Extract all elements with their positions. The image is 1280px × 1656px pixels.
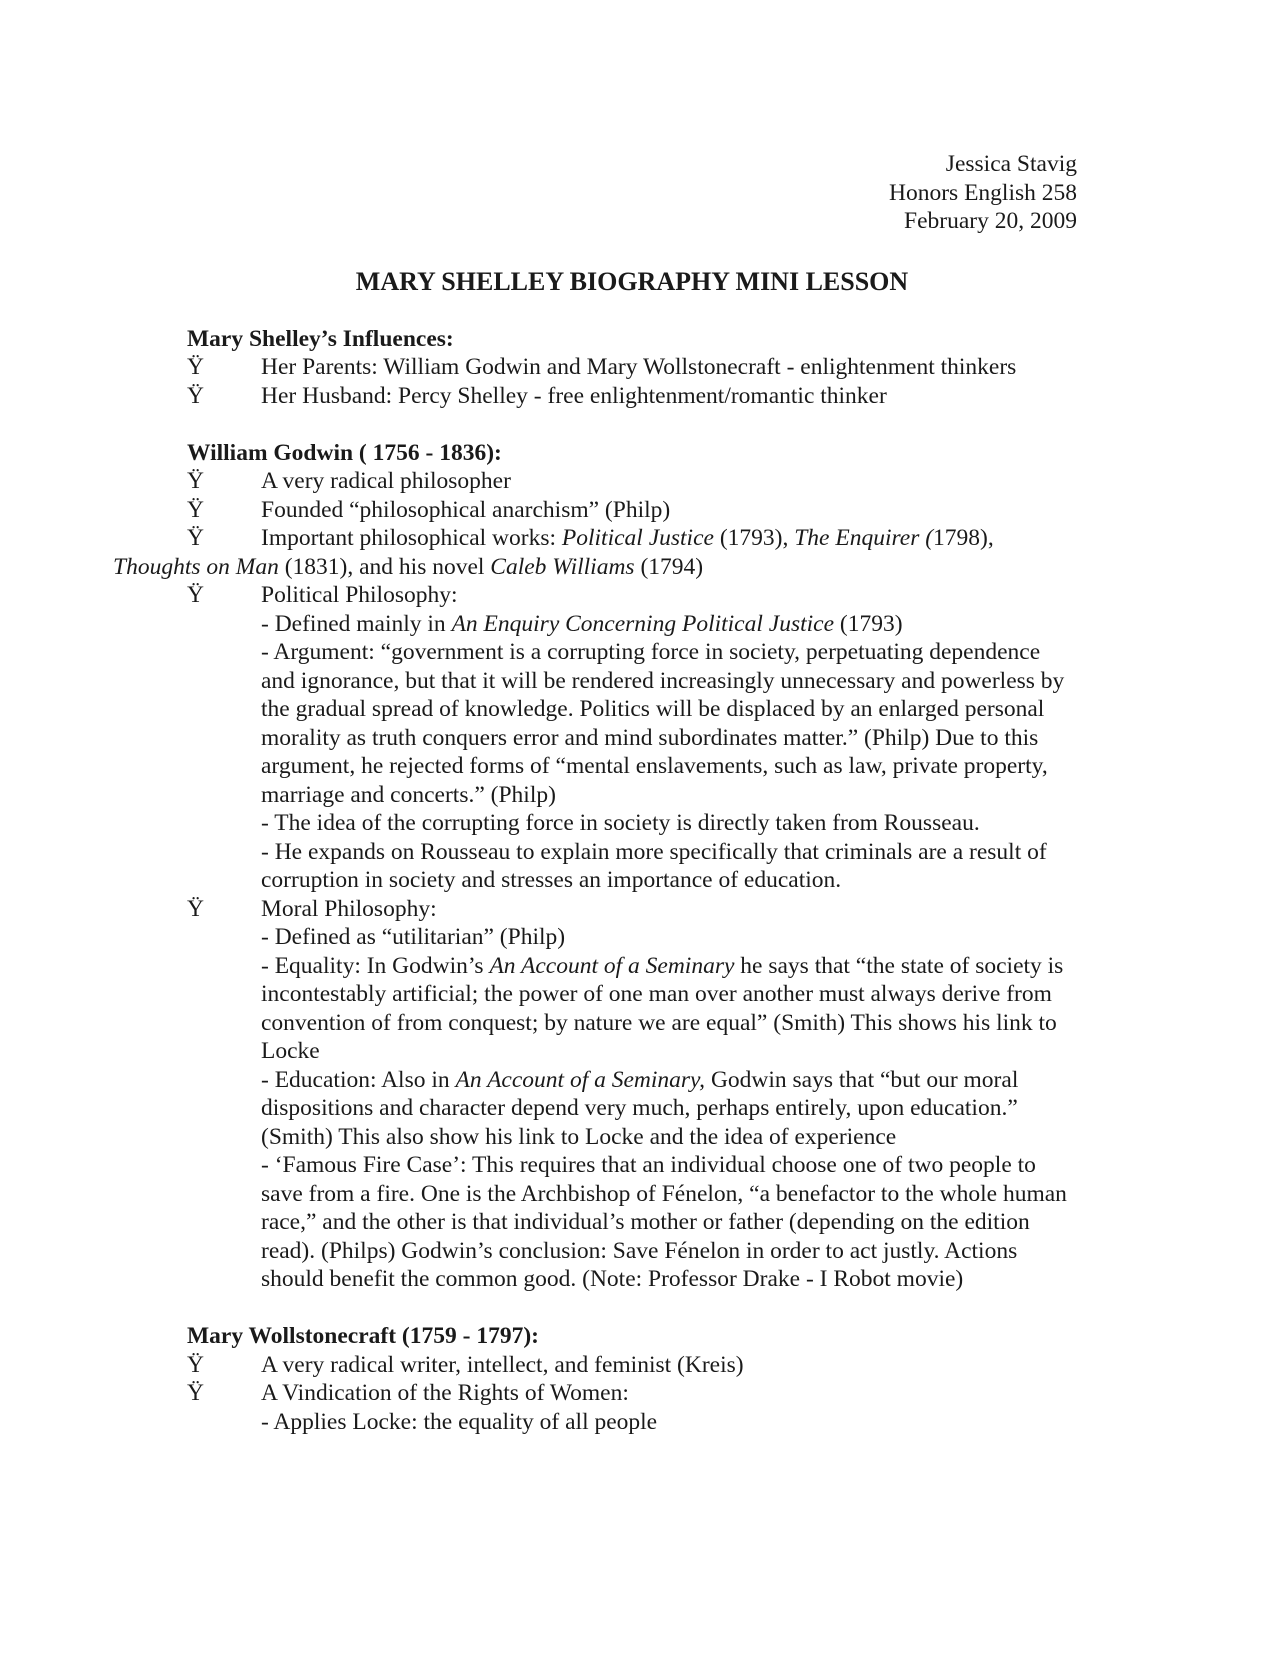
sub-item bbox=[187, 1066, 1077, 1152]
wollstonecraft-heading: Mary Wollstonecraft (1759 - 1797): bbox=[187, 1323, 539, 1349]
sub-item: - Applies Locke: the equality of all people bbox=[261, 1408, 658, 1435]
moral-label: Moral Philosophy: bbox=[261, 895, 437, 922]
list-item-text: Founded “philosophical anarchism” (Philp) bbox=[261, 496, 671, 523]
bullet-icon: Ÿ bbox=[187, 1380, 204, 1406]
list-item bbox=[187, 496, 1077, 525]
list-item bbox=[187, 581, 1077, 610]
list-item bbox=[113, 524, 1077, 581]
influences-section bbox=[187, 325, 1077, 411]
list-item bbox=[187, 382, 1077, 411]
godwin-heading: William Godwin ( 1756 - 1836): bbox=[187, 439, 502, 466]
work-year: (1793), bbox=[713, 525, 795, 551]
sub-item bbox=[187, 610, 1077, 639]
sub-item: - The idea of the corrupting force in society is directly taken from Rousseau. bbox=[261, 810, 980, 836]
work-title: An Account of a Seminary, bbox=[455, 1066, 706, 1093]
course-name: Honors English 258 bbox=[889, 179, 1077, 206]
sub-text: (1793) bbox=[834, 610, 903, 637]
political-label: Political Philosophy: bbox=[261, 582, 458, 608]
sub-item: - Defined as “utilitarian” (Philp) bbox=[261, 924, 566, 950]
sub-text: he says that “the state of society is incontestably artificial; the power of one man over another must always derive from convention of from conquest; by nature we are equal” (Smith) This shows his link to Locke bbox=[261, 952, 1064, 1064]
influences-heading: Mary Shelley’s Influences: bbox=[187, 325, 454, 352]
work-title: An Account of a Seminary bbox=[489, 952, 735, 979]
bullet-icon: Ÿ bbox=[187, 525, 204, 551]
works-prefix: Important philosophical works: bbox=[261, 525, 562, 551]
godwin-section bbox=[113, 439, 1077, 1294]
works-text bbox=[113, 524, 1077, 581]
bullet-icon: Ÿ bbox=[187, 1351, 204, 1378]
bullet-icon: Ÿ bbox=[187, 468, 204, 494]
bullet-icon: Ÿ bbox=[187, 382, 204, 409]
sub-text: Godwin says that “but our moral dispositions and character depend very much, perhaps entirely, upon education.” (Smith) This also show his link to Locke and the idea of experience bbox=[261, 1066, 1019, 1150]
bullet-icon: Ÿ bbox=[187, 895, 204, 922]
list-item-text: Her Husband: Percy Shelley - free enlightenment/romantic thinker bbox=[261, 382, 887, 409]
header-block bbox=[187, 150, 1077, 236]
list-item bbox=[187, 1351, 1077, 1380]
sub-text: - Education: Also in bbox=[261, 1066, 456, 1093]
bullet-icon: Ÿ bbox=[187, 496, 204, 523]
list-item bbox=[187, 467, 1077, 496]
work-year: 1798), bbox=[933, 525, 994, 551]
list-item-text: A Vindication of the Rights of Women: bbox=[261, 1380, 629, 1406]
work-title: An Enquiry Concerning Political Justice bbox=[451, 610, 835, 637]
work-title: Caleb Williams bbox=[490, 553, 635, 580]
work-year: (1831), and his novel bbox=[278, 553, 491, 580]
list-item-text: A very radical philosopher bbox=[261, 468, 511, 494]
document-page bbox=[113, 150, 1077, 1436]
list-item bbox=[187, 353, 1077, 382]
page-title: MARY SHELLEY BIOGRAPHY MINI LESSON bbox=[355, 266, 909, 296]
work-title: Thoughts on Man bbox=[113, 553, 279, 580]
list-item bbox=[187, 895, 1077, 924]
sub-item: - Argument: “government is a corrupting force in society, perpetuating dependence and ignorance, but that it will be rendered increasingly unnecessary and powerless by the gradual spread of knowledge. Politics will be displaced by an enlarged personal morality as truth conquers error and mind subordinates matter.” (Philp) Due to this argument, he rejected forms of “mental enslavements, such as law, private property, marriage and concerts.” (Philp) bbox=[261, 639, 1065, 808]
author-name: Jessica Stavig bbox=[945, 151, 1077, 177]
bullet-icon: Ÿ bbox=[187, 582, 204, 608]
sub-text: - Defined mainly in bbox=[261, 610, 452, 637]
list-item-text: Her Parents: William Godwin and Mary Wollstonecraft - enlightenment thinkers bbox=[261, 354, 1017, 380]
bullet-icon: Ÿ bbox=[187, 354, 204, 380]
sub-item: - He expands on Rousseau to explain more specifically that criminals are a result of corruption in society and stresses an importance of education. bbox=[261, 838, 1047, 893]
work-title: The Enquirer ( bbox=[794, 525, 934, 551]
list-item bbox=[187, 1379, 1077, 1408]
wollstonecraft-section bbox=[187, 1322, 1077, 1436]
sub-item bbox=[187, 952, 1077, 1066]
works-continuation bbox=[113, 554, 703, 580]
document-date: February 20, 2009 bbox=[904, 208, 1077, 234]
work-title: Political Justice bbox=[561, 525, 714, 551]
list-item-text: A very radical writer, intellect, and feminist (Kreis) bbox=[261, 1351, 744, 1378]
sub-text: - Equality: In Godwin’s bbox=[261, 952, 490, 979]
work-year: (1794) bbox=[634, 553, 704, 580]
sub-item: - ‘Famous Fire Case’: This requires that an individual choose one of two people to save from a fire. One is the Archbishop of Fénelon, “a benefactor to the whole human race,” and the other is that individual’s mother or father (depending on the edition read). (Philps) Godwin’s conclusion: Save Fénelon in order to act justly. Actions should benefit the common good. (Note: Professor Drake - I Robot movie) bbox=[261, 1152, 1067, 1292]
